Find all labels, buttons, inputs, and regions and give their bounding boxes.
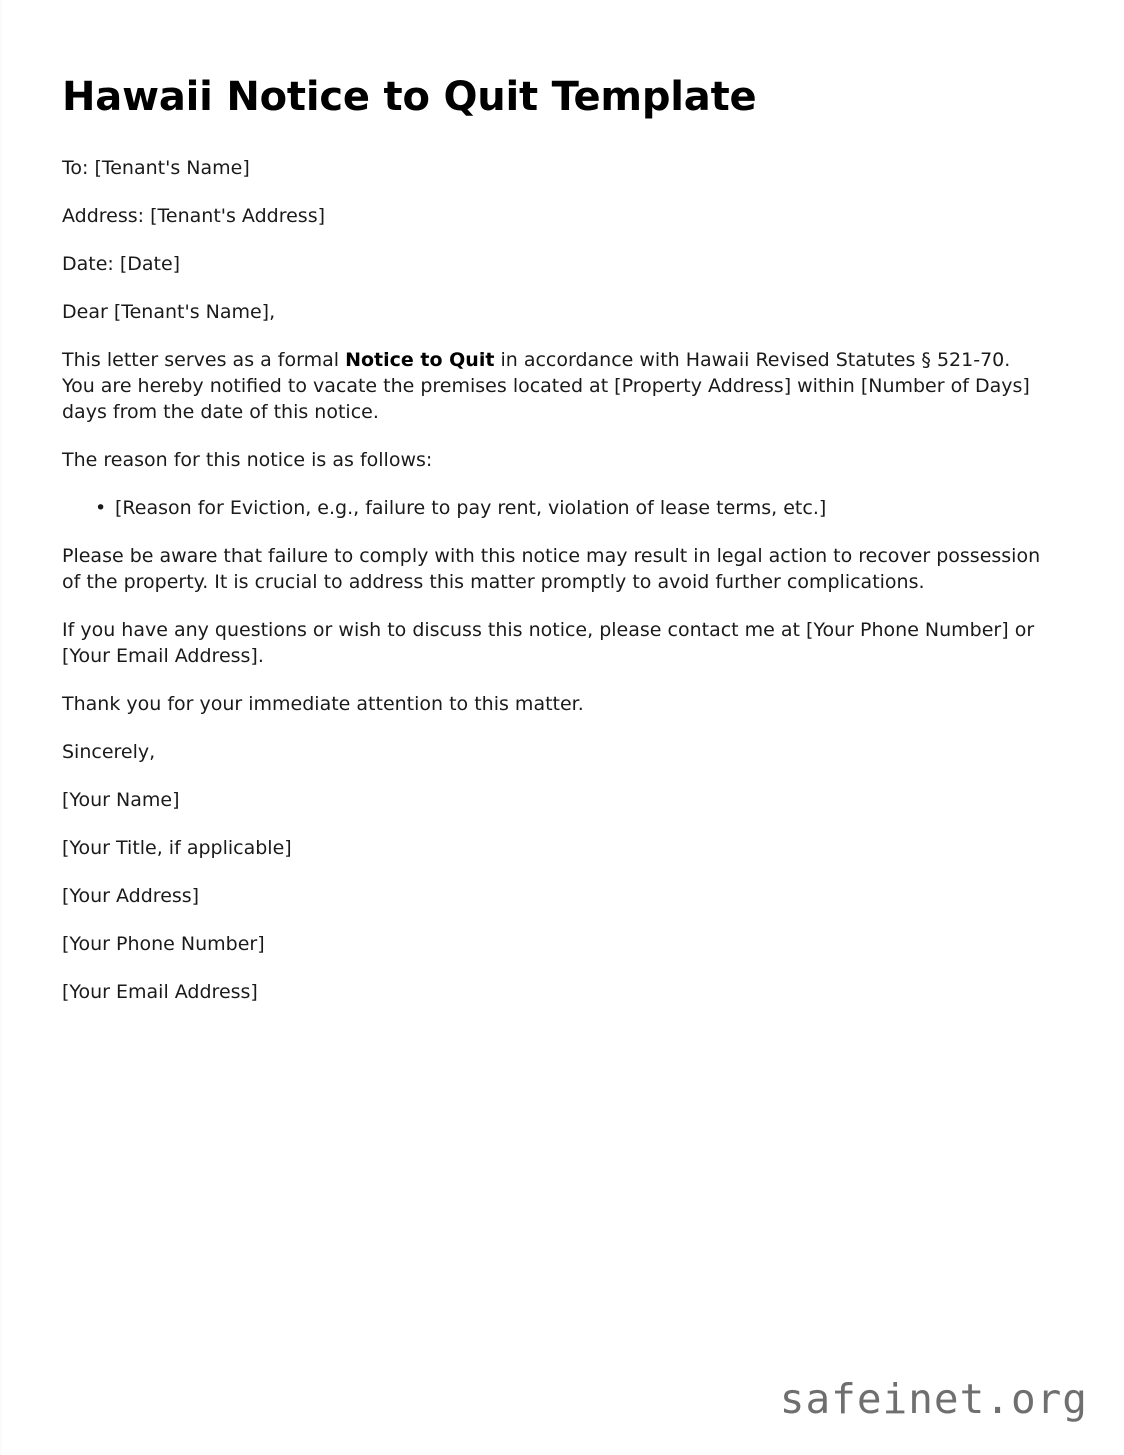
signature-name-line: [Your Name] (62, 789, 180, 811)
signature-email-line: [Your Email Address] (62, 981, 258, 1003)
salutation-line: Dear [Tenant's Name], (62, 301, 276, 323)
page-left-edge (0, 0, 2, 1455)
recipient-address-line: Address: [Tenant's Address] (62, 205, 326, 227)
notice-paragraph-trail: in accordance with Hawaii Revised Statutes § 521-70. You are hereby notified to vacate the premises located at [Property Address] within [Number of Days] days from the date of this notice. (62, 349, 1030, 423)
page-title: Hawaii Notice to Quit Template (62, 74, 757, 120)
notice-paragraph-lead: This letter serves as a formal (62, 349, 346, 371)
recipient-name-line: To: [Tenant's Name] (62, 157, 250, 179)
signature-phone-line: [Your Phone Number] (62, 933, 265, 955)
warning-paragraph: Please be aware that failure to comply with this notice may result in legal action to recover possession of the property. It is crucial to address this matter promptly to avoid further complications. (62, 545, 1041, 593)
reason-list (62, 473, 1047, 521)
thanks-paragraph: Thank you for your immediate attention to this matter. (62, 693, 584, 715)
site-watermark: safeinet.org (779, 1375, 1088, 1423)
signature-title-line: [Your Title, if applicable] (62, 837, 292, 859)
document-content (62, 0, 1047, 1005)
reason-intro-paragraph: The reason for this notice is as follows: (62, 449, 433, 471)
signature-address-line: [Your Address] (62, 885, 200, 907)
list-item: • [Reason for Eviction, e.g., failure to pay rent, violation of lease terms, etc.] (62, 495, 1047, 521)
notice-to-quit-emphasis: Notice to Quit (345, 349, 495, 371)
date-line: Date: [Date] (62, 253, 181, 275)
contact-paragraph: If you have any questions or wish to discuss this notice, please contact me at [Your Phone Number] or [Your Email Address]. (62, 619, 1035, 667)
notice-paragraph (62, 325, 1047, 425)
closing-line: Sincerely, (62, 741, 156, 763)
